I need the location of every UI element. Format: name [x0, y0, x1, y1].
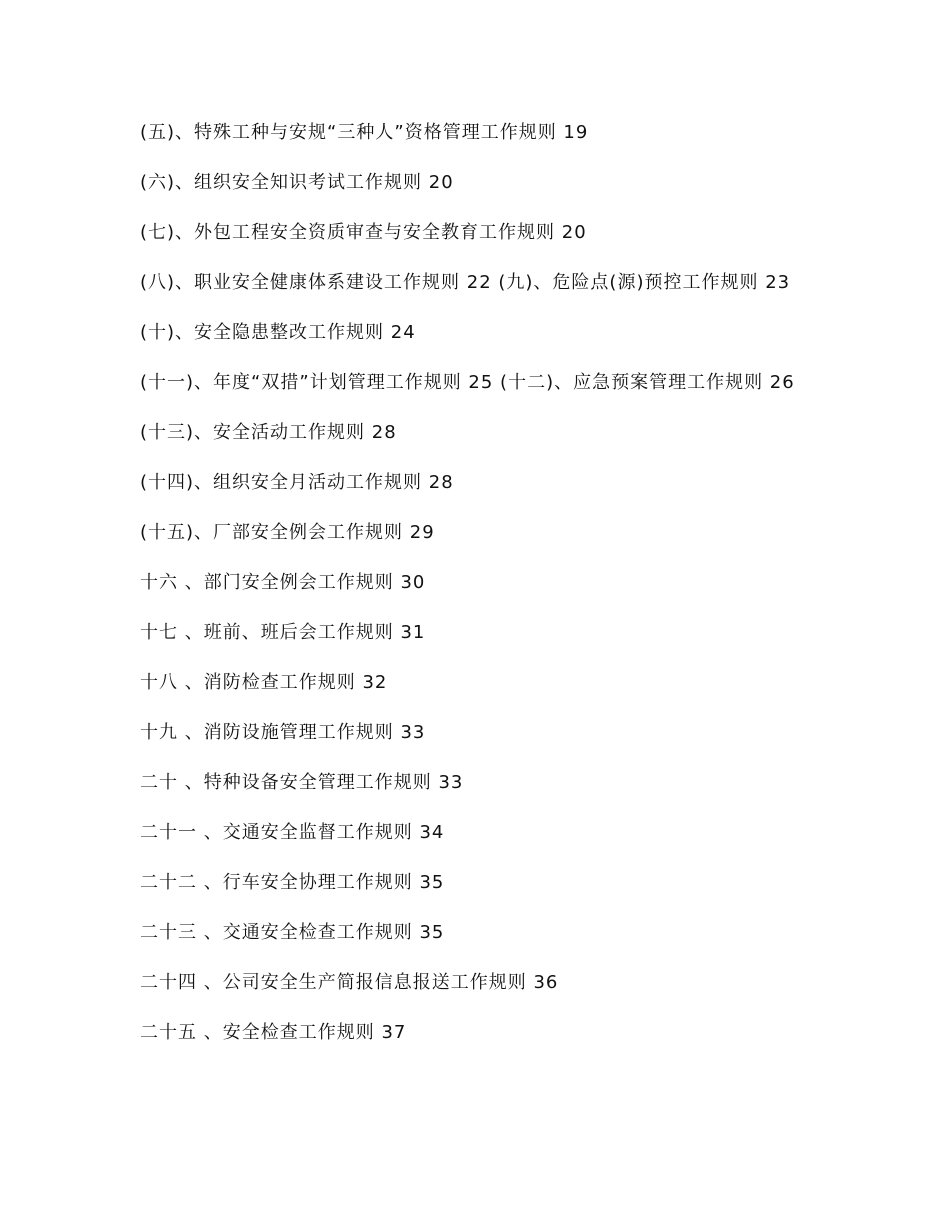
toc-entry: (六)、组织安全知识考试工作规则 20 — [140, 172, 454, 193]
toc-entry: 二十三 、交通安全检查工作规则 35 — [140, 922, 445, 943]
toc-entry: (七)、外包工程安全资质审查与安全教育工作规则 20 — [140, 222, 587, 243]
toc-entry: (十三)、安全活动工作规则 28 — [140, 422, 397, 443]
toc-entry: (五)、特殊工种与安规“三种人”资格管理工作规则 19 — [140, 122, 589, 143]
toc-entry: 二十四 、公司安全生产简报信息报送工作规则 36 — [140, 972, 559, 993]
toc-entry: (十四)、组织安全月活动工作规则 28 — [140, 472, 454, 493]
toc-entry: 十六 、部门安全例会工作规则 30 — [140, 572, 426, 593]
toc-entry: (十一)、年度“双措”计划管理工作规则 25 (十二)、应急预案管理工作规则 26 — [140, 372, 795, 393]
toc-entry: 二十五 、安全检查工作规则 37 — [140, 1022, 407, 1043]
toc-entry: 二十一 、交通安全监督工作规则 34 — [140, 822, 445, 843]
toc-entry: 二十二 、行车安全协理工作规则 35 — [140, 872, 445, 893]
toc-entry: 二十 、特种设备安全管理工作规则 33 — [140, 772, 464, 793]
table-of-contents — [140, 118, 820, 1068]
toc-entry: (十五)、厂部安全例会工作规则 29 — [140, 522, 435, 543]
toc-entry: 十九 、消防设施管理工作规则 33 — [140, 722, 426, 743]
toc-entry: (八)、职业安全健康体系建设工作规则 22 (九)、危险点(源)预控工作规则 23 — [140, 272, 791, 293]
toc-entry: (十)、安全隐患整改工作规则 24 — [140, 322, 416, 343]
toc-entry: 十八 、消防检查工作规则 32 — [140, 672, 388, 693]
toc-entry: 十七 、班前、班后会工作规则 31 — [140, 622, 426, 643]
